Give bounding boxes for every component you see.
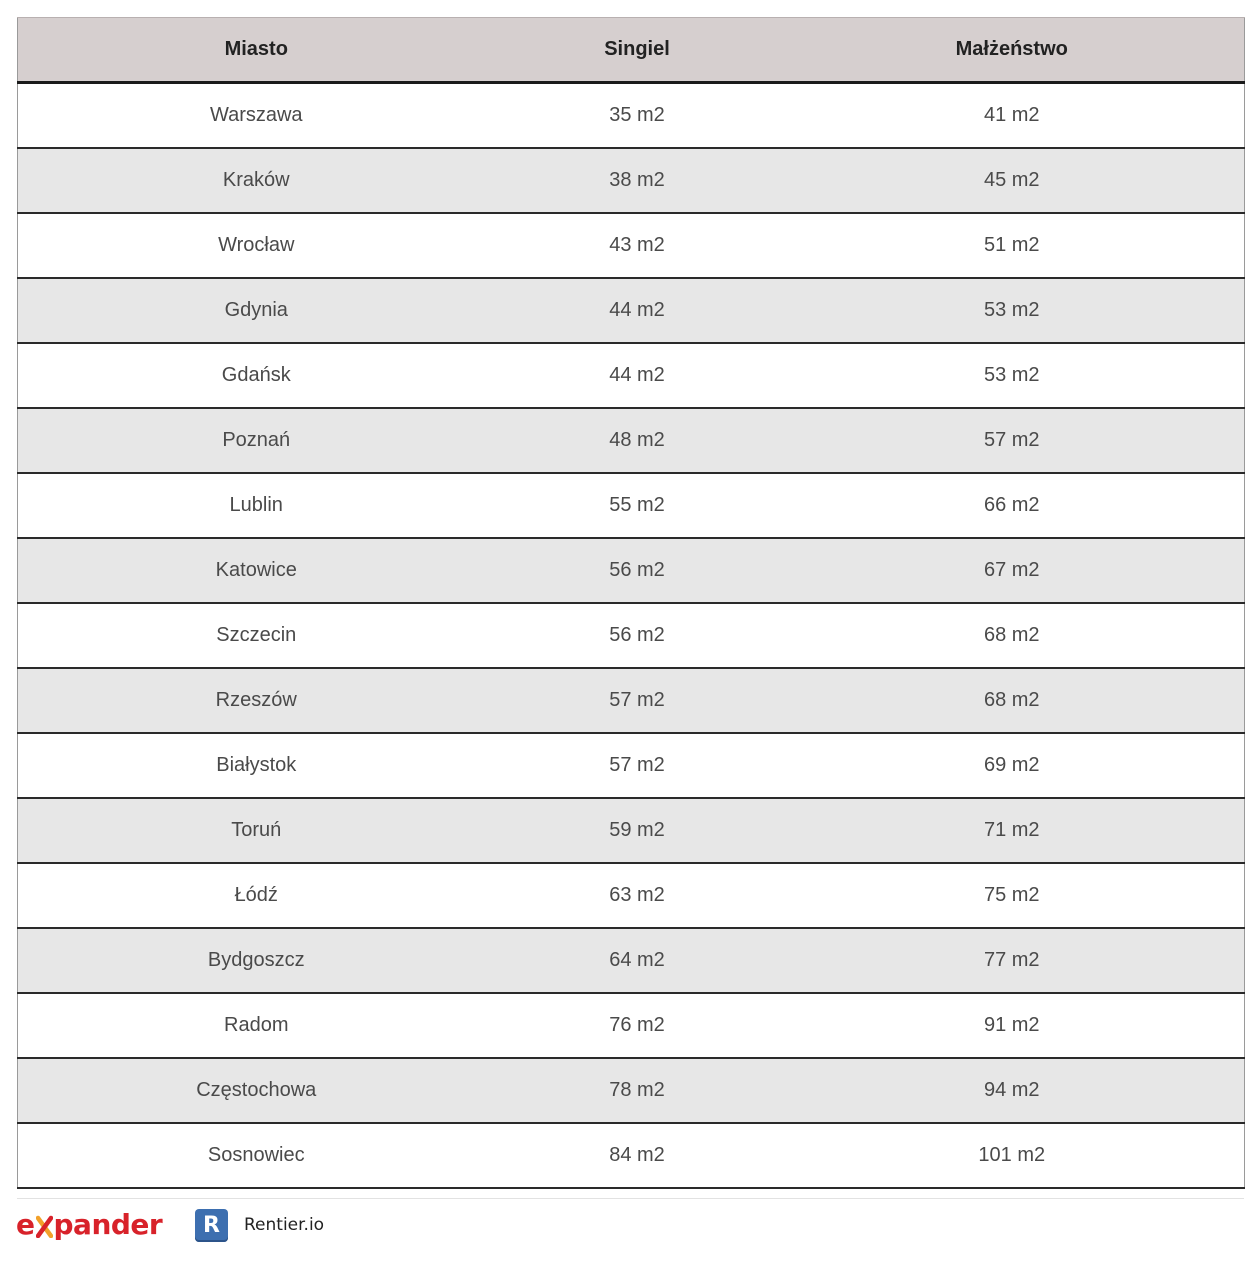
cell-singiel: 43 m2 [495,213,780,278]
table-row [18,213,1245,278]
cell-miasto: Częstochowa [18,1058,495,1123]
table-row [18,278,1245,343]
cell-malzenstwo: 77 m2 [780,928,1245,993]
cell-miasto: Sosnowiec [18,1123,495,1188]
header-cell-miasto: Miasto [18,18,495,83]
table-body [18,83,1245,1189]
cell-singiel: 59 m2 [495,798,780,863]
cell-miasto: Radom [18,993,495,1058]
table-row [18,1123,1245,1188]
table-row [18,668,1245,733]
cell-miasto: Łódź [18,863,495,928]
cell-singiel: 38 m2 [495,148,780,213]
cell-miasto: Toruń [18,798,495,863]
cell-singiel: 78 m2 [495,1058,780,1123]
cell-miasto: Lublin [18,473,495,538]
cell-malzenstwo: 68 m2 [780,668,1245,733]
table-row [18,83,1245,149]
table-row [18,603,1245,668]
cell-singiel: 57 m2 [495,733,780,798]
header-cell-malzenstwo: Małżeństwo [780,18,1245,83]
cell-singiel: 84 m2 [495,1123,780,1188]
table-row [18,733,1245,798]
table-header-row [18,18,1245,83]
cell-malzenstwo: 41 m2 [780,83,1245,149]
cell-singiel: 35 m2 [495,83,780,149]
cell-miasto: Katowice [18,538,495,603]
table-row [18,148,1245,213]
cell-miasto: Warszawa [18,83,495,149]
cell-singiel: 44 m2 [495,343,780,408]
cell-malzenstwo: 94 m2 [780,1058,1245,1123]
cell-miasto: Wrocław [18,213,495,278]
data-table-container [17,17,1244,1189]
cell-malzenstwo: 68 m2 [780,603,1245,668]
data-table [17,17,1245,1189]
expander-logo-text-start: e [16,1207,35,1241]
cell-malzenstwo: 53 m2 [780,343,1245,408]
cell-malzenstwo: 51 m2 [780,213,1245,278]
cell-miasto: Kraków [18,148,495,213]
header-cell-singiel: Singiel [495,18,780,83]
cell-malzenstwo: 66 m2 [780,473,1245,538]
table-row [18,993,1245,1058]
rentier-logo-text: Rentier.io [244,1215,325,1235]
cell-malzenstwo: 75 m2 [780,863,1245,928]
cell-malzenstwo: 91 m2 [780,993,1245,1058]
table-row [18,473,1245,538]
cell-malzenstwo: 53 m2 [780,278,1245,343]
cell-malzenstwo: 71 m2 [780,798,1245,863]
table-row [18,343,1245,408]
table-row [18,798,1245,863]
cell-miasto: Rzeszów [18,668,495,733]
cell-singiel: 56 m2 [495,603,780,668]
cell-malzenstwo: 101 m2 [780,1123,1245,1188]
cell-malzenstwo: 57 m2 [780,408,1245,473]
expander-x-icon [36,1212,53,1236]
cell-singiel: 57 m2 [495,668,780,733]
cell-singiel: 56 m2 [495,538,780,603]
cell-singiel: 64 m2 [495,928,780,993]
cell-miasto: Szczecin [18,603,495,668]
table-row [18,928,1245,993]
cell-miasto: Gdańsk [18,343,495,408]
cell-malzenstwo: 67 m2 [780,538,1245,603]
table-row [18,1058,1245,1123]
cell-miasto: Gdynia [18,278,495,343]
cell-miasto: Bydgoszcz [18,928,495,993]
cell-singiel: 55 m2 [495,473,780,538]
cell-singiel: 76 m2 [495,993,780,1058]
cell-miasto: Poznań [18,408,495,473]
expander-logo-text-end: pander [53,1207,163,1241]
cell-malzenstwo: 45 m2 [780,148,1245,213]
table-row [18,408,1245,473]
table-row [18,863,1245,928]
footer-divider [17,1198,1244,1199]
rentier-logo [195,1207,324,1243]
cell-singiel: 44 m2 [495,278,780,343]
table-row [18,538,1245,603]
cell-singiel: 63 m2 [495,863,780,928]
cell-singiel: 48 m2 [495,408,780,473]
expander-logo [16,1204,162,1244]
cell-malzenstwo: 69 m2 [780,733,1245,798]
cell-miasto: Białystok [18,733,495,798]
rentier-r-icon: R [195,1209,228,1242]
